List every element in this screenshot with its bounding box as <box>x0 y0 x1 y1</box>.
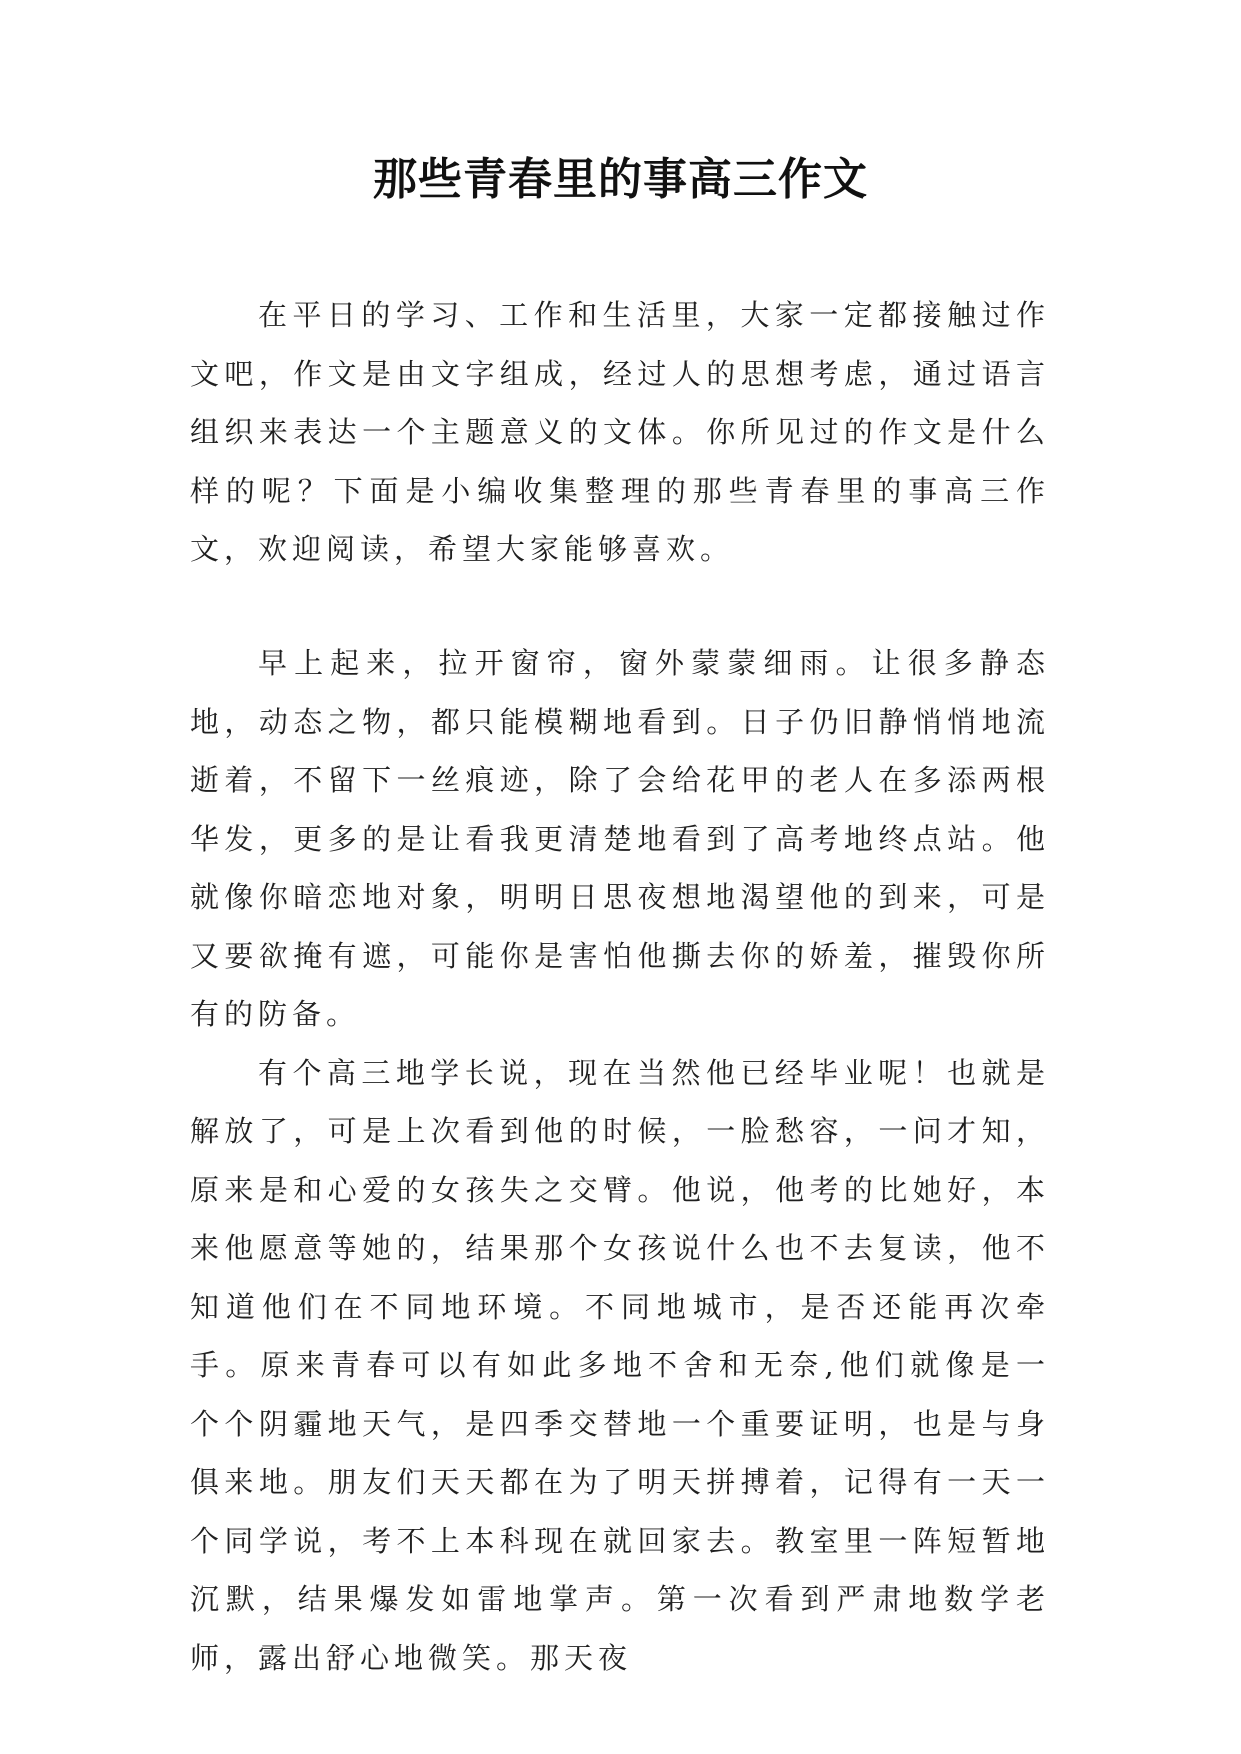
body-paragraph-1: 早上起来，拉开窗帘，窗外蒙蒙细雨。让很多静态地，动态之物，都只能模糊地看到。日子仍旧静悄悄地流逝着，不留下一丝痕迹，除了会给花甲的老人在多添两根华发，更多的是让看我更清楚地看到了高考地终点站。他就像你暗恋地对象，明明日思夜想地渴望他的到来，可是又要欲掩有遮，可能你是害怕他撕去你的娇羞，摧毁你所有的防备。 <box>190 646 1050 1031</box>
essay-body <box>190 634 1050 1687</box>
body-paragraph-2: 有个高三地学长说，现在当然他已经毕业呢！也就是解放了，可是上次看到他的时候，一脸愁容，一问才知，原来是和心爱的女孩失之交臂。他说，他考的比她好，本来他愿意等她的，结果那个女孩说什么也不去复读，他不知道他们在不同地环境。不同地城市，是否还能再次牵手。原来青春可以有如此多地不舍和无奈,他们就像是一个个阴霾地天气，是四季交替地一个重要证明，也是与身俱来地。朋友们天天都在为了明天拼搏着，记得有一天一个同学说，考不上本科现在就回家去。教室里一阵短暂地沉默，结果爆发如雷地掌声。第一次看到严肃地数学老师，露出舒心地微笑。那天夜 <box>190 1055 1050 1675</box>
intro-paragraph: 在平日的学习、工作和生活里，大家一定都接触过作文吧，作文是由文字组成，经过人的思想考虑，通过语言组织来表达一个主题意义的文体。你所见过的作文是什么样的呢？下面是小编收集整理的那些青春里的事高三作文，欢迎阅读，希望大家能够喜欢。 <box>190 298 1050 566</box>
intro-section <box>190 286 1050 579</box>
document-title: 那些青春里的事高三作文 <box>373 154 868 205</box>
